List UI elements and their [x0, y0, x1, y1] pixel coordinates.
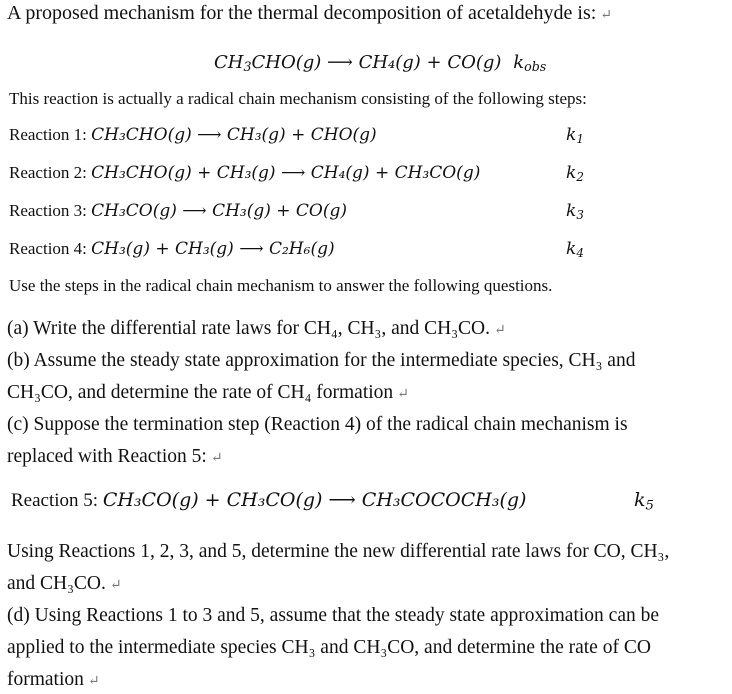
overall-arrow: ⟶ [327, 52, 353, 73]
k4-k: k [566, 239, 577, 259]
reaction-2-equation: CH₃CHO(g) + CH₃(g) ⟶ CH₄(g) + CH₃CO(g) [91, 163, 481, 183]
reaction-3-k [566, 201, 584, 221]
question-b-line2-text: CH₃CO, and determine the rate of CH₄ formation [7, 382, 394, 403]
reaction-4 [9, 239, 335, 259]
k5-k: k [634, 489, 646, 511]
k1-sub: 1 [576, 131, 584, 146]
return-mark-icon: ↵ [210, 451, 223, 466]
reaction-1-label: Reaction 1: [9, 125, 87, 144]
reaction-4-k [566, 239, 584, 259]
reaction-2-label: Reaction 2: [9, 163, 87, 182]
reaction-4-equation: CH₃(g) + CH₃(g) ⟶ C₂H₆(g) [91, 239, 335, 259]
reaction-1 [9, 125, 377, 145]
question-b-line2 [7, 382, 409, 404]
overall-lhs-sub: 3 [243, 59, 252, 75]
return-mark-icon: ↵ [87, 674, 100, 689]
overall-rhs: CH₄(g) + CO(g) [358, 52, 502, 73]
overall-lhs-rest: CHO(g) [251, 52, 322, 73]
return-mark-icon: ↵ [600, 8, 613, 23]
overall-rate-constant [513, 52, 546, 73]
k4-sub: 4 [576, 245, 584, 260]
reaction-5-label: Reaction 5: [11, 490, 99, 511]
k3-sub: 3 [576, 207, 584, 222]
k3-k: k [566, 201, 577, 221]
return-mark-icon: ↵ [397, 387, 409, 402]
question-c-line2-text: replaced with Reaction 5: [7, 446, 207, 467]
reaction-4-label: Reaction 4: [9, 239, 87, 258]
question-c-line1: (c) Suppose the termination step (Reaction 4) of the radical chain mechanism is [7, 414, 628, 435]
question-d-line1: (d) Using Reactions 1 to 3 and 5, assume that the steady state approximation can be [7, 605, 660, 626]
reaction-2-k [566, 163, 584, 183]
k1-k: k [566, 125, 577, 145]
reaction-1-k [566, 125, 584, 145]
kobs-k: k [513, 52, 525, 73]
question-d-line2: applied to the intermediate species CH₃ and CH₃CO, and determine the rate of CO [7, 637, 651, 658]
reaction-5-k [634, 489, 654, 514]
reaction-2 [9, 163, 480, 183]
intro-title-text: A proposed mechanism for the thermal decomposition of acetaldehyde is: [7, 2, 597, 24]
chain-text: This reaction is actually a radical chain mechanism consisting of the following steps: [9, 89, 587, 108]
question-c-after-line1: Using Reactions 1, 2, 3, and 5, determine the new differential rate laws for CO, CH₃, [7, 541, 670, 562]
reaction-5-equation: CH₃CO(g) + CH₃CO(g) ⟶ CH₃COCOCH₃(g) [102, 489, 527, 511]
k5-sub: 5 [645, 498, 654, 514]
question-d-line3 [7, 669, 100, 691]
kobs-sub: obs [524, 59, 547, 75]
reaction-3 [9, 201, 347, 221]
reaction-5 [11, 489, 526, 512]
question-a-text: (a) Write the differential rate laws for CH₄, CH₃, and CH₃CO. [7, 318, 490, 339]
k2-k: k [566, 163, 577, 183]
question-c-line2 [7, 446, 223, 468]
overall-equation [214, 52, 546, 73]
question-d-line3-text: formation [7, 669, 84, 690]
k2-sub: 2 [576, 169, 584, 184]
intro-title [7, 2, 612, 25]
question-c-after-line2-text: and CH₃CO. [7, 573, 106, 594]
question-b-line1: (b) Assume the steady state approximation for the intermediate species, CH₃ and [7, 350, 636, 371]
return-mark-icon: ↵ [493, 323, 506, 338]
reaction-3-label: Reaction 3: [9, 201, 87, 220]
question-a [7, 318, 506, 340]
question-c-after-line2 [7, 573, 122, 595]
instruction-text: Use the steps in the radical chain mechanism to answer the following questions. [9, 276, 553, 295]
reaction-3-equation: CH₃CO(g) ⟶ CH₃(g) + CO(g) [91, 201, 348, 221]
return-mark-icon: ↵ [109, 578, 122, 593]
reaction-1-equation: CH₃CHO(g) ⟶ CH₃(g) + CHO(g) [91, 125, 377, 145]
overall-lhs-ch: CH [214, 52, 244, 73]
